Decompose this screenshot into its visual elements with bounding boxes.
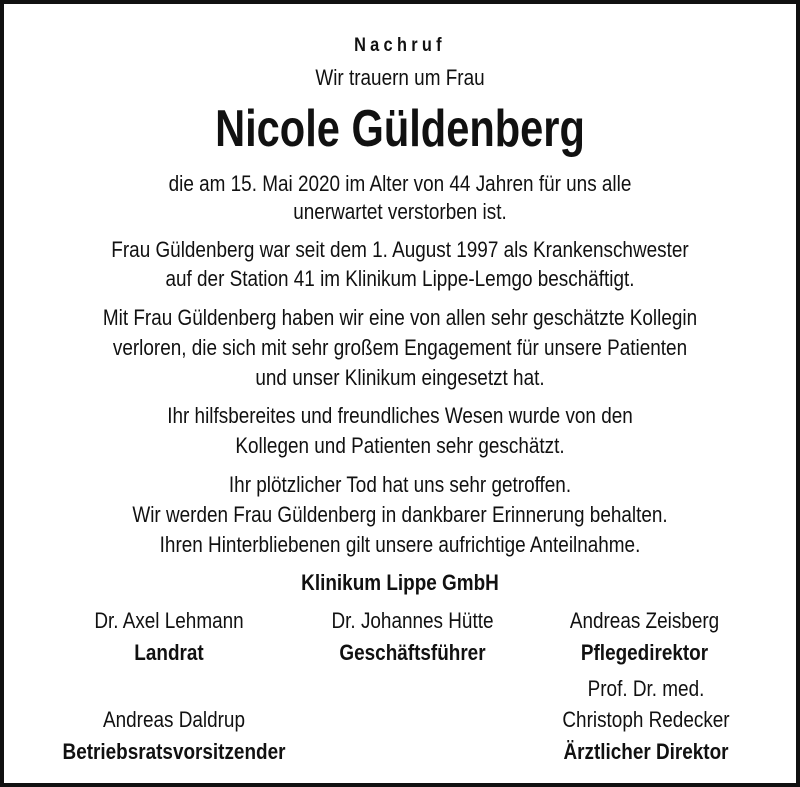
paragraph-line: Frau Güldenberg war seit dem 1. August 1997 als Krankenschwester [111,237,689,262]
notice-intro: Wir trauern um Frau [315,65,485,90]
paragraph-line: Ihr plötzlicher Tod hat uns sehr getroffen. [228,472,572,497]
notice-heading: Nachruf [354,35,446,56]
signatory-role: Pflegedirektor [580,640,709,665]
paragraph-line: Ihr hilfsbereites und freundliches Wesen wurde von den [167,403,633,428]
signatory-name: Andreas Zeisberg [569,608,720,633]
signatory-role: Betriebsratsvorsitzender [62,739,286,764]
paragraph-line: Kollegen und Patienten sehr geschätzt. [235,433,565,458]
deceased-name: Nicole Güldenberg [215,100,585,158]
signatory-lehmann [62,607,277,667]
paragraph-line: Wir werden Frau Güldenberg in dankbarer Erinnerung behalten. [132,502,668,527]
paragraph-line: Ihren Hinterbliebenen gilt unsere aufrichtige Anteilnahme. [159,532,641,557]
paragraph-line: Mit Frau Güldenberg haben wir eine von allen sehr geschätzte Kollegin [102,305,698,330]
paragraph-line: und unser Klinikum eingesetzt hat. [255,365,545,390]
signatory-name: Dr. Axel Lehmann [94,608,244,633]
paragraph-line: auf der Station 41 im Klinikum Lippe-Lemgo beschäftigt. [165,266,635,291]
signatory-huette [299,607,527,667]
signatory-redecker [534,675,758,766]
organization-name: Klinikum Lippe GmbH [301,570,499,595]
paragraph-line: verloren, die sich mit sehr großem Engagement für unsere Patienten [112,335,688,360]
paragraph-line: unerwartet verstorben ist. [293,199,507,224]
signatory-role: Landrat [134,640,204,665]
signatory-zeisberg [539,607,750,667]
signatory-name: Christoph Redecker [562,707,730,732]
signatory-title: Prof. Dr. med. [587,676,705,701]
signatory-daldrup [36,706,311,766]
obituary-notice [4,4,796,783]
signatory-role: Geschäftsführer [339,640,486,665]
signatory-name: Dr. Johannes Hütte [331,608,494,633]
signatory-name: Andreas Daldrup [102,707,245,732]
signatory-role: Ärztlicher Direktor [563,739,729,764]
paragraph-line: die am 15. Mai 2020 im Alter von 44 Jahren für uns alle [168,171,632,196]
